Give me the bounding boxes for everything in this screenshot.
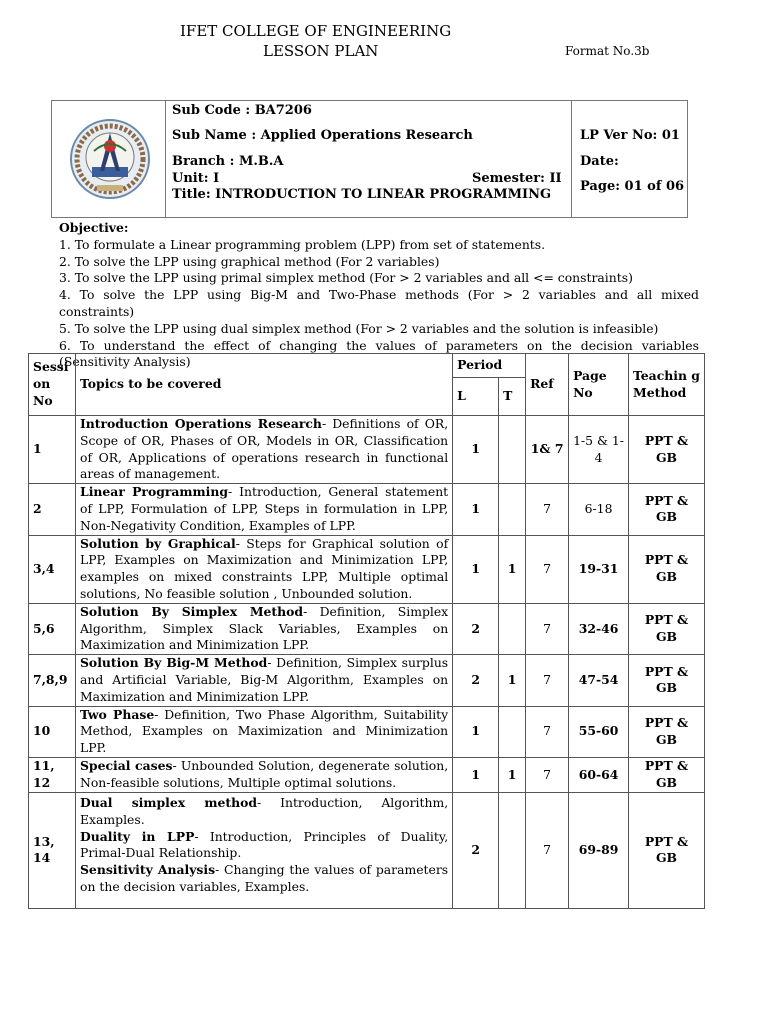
page-cell: 69-89 xyxy=(569,792,629,908)
page-cell: 60-64 xyxy=(569,757,629,792)
t-cell xyxy=(499,603,526,654)
unit: I xyxy=(213,171,220,186)
topic-name: Duality in LPP xyxy=(79,828,195,844)
header-session: Sessi on No xyxy=(29,354,76,416)
method-cell: PPT & GB xyxy=(629,706,705,757)
subject-info-box xyxy=(51,100,688,218)
topic-name: Introduction Operations Research xyxy=(79,416,322,431)
header-method: Teachin g Method xyxy=(629,354,705,416)
header-t: T xyxy=(499,378,526,416)
page-cell: 47-54 xyxy=(569,655,629,706)
topic-name: Two Phase xyxy=(79,706,155,722)
l-cell: 1 xyxy=(453,535,499,603)
topic-desc: - Definition, Simplex surplus and Artificial Variable, Big-M Algorithm, Examples on Maximization and Minimization LPP. xyxy=(79,655,449,704)
l-cell: 1 xyxy=(453,416,499,484)
method-cell: PPT & GB xyxy=(629,655,705,706)
topic-name: Linear Programming xyxy=(79,484,229,500)
topic-desc: - Steps for Graphical solution of LPP, Examples on Maximization and Minimization LPP, examples on mixed constraints LPP, Multiple optimal solutions, No feasible solution , Unbounded solution. xyxy=(79,535,449,601)
table-row xyxy=(29,655,705,706)
page-cell: 32-46 xyxy=(569,603,629,654)
l-cell: 1 xyxy=(453,757,499,792)
header-l: L xyxy=(453,378,499,416)
sub-name-line xyxy=(172,128,473,143)
unit-line xyxy=(172,171,219,186)
ref-cell: 7 xyxy=(526,792,569,908)
topic-desc: - Introduction, Principles of Duality, Primal-Dual Relationship. xyxy=(79,828,449,861)
objective-item: 4. To solve the LPP using Big-M and Two-Phase methods (For > 2 variables and all mixed constraints) xyxy=(59,287,699,319)
ref-cell: 7 xyxy=(526,535,569,603)
branch-label: Branch : xyxy=(172,154,239,169)
session-cell: 2 xyxy=(29,484,76,535)
table-row xyxy=(29,535,705,603)
branch-line xyxy=(172,154,283,169)
topic-cell xyxy=(75,535,452,603)
method-cell: PPT & GB xyxy=(629,757,705,792)
method-cell: PPT & GB xyxy=(629,603,705,654)
topic-desc: - Definition, Simplex Algorithm, Simplex Slack Variables, Examples on Maximization and Minimization LPP. xyxy=(79,603,449,653)
topic-name: Solution By Simplex Method xyxy=(79,603,304,619)
objectives-heading: Objective: xyxy=(59,220,129,235)
topic-name: Solution by Graphical xyxy=(79,535,236,551)
sub-code-label: Sub Code : xyxy=(172,103,255,118)
header-ref: Ref xyxy=(526,354,569,416)
session-cell: 7,8,9 xyxy=(29,655,76,706)
subject-details xyxy=(172,101,572,217)
l-cell: 1 xyxy=(453,706,499,757)
table-row xyxy=(29,603,705,654)
method-cell: PPT & GB xyxy=(629,792,705,908)
method-cell: PPT & GB xyxy=(629,484,705,535)
method-cell: PPT & GB xyxy=(629,535,705,603)
ref-cell: 7 xyxy=(526,603,569,654)
topic-name: Solution By Big-M Method xyxy=(79,655,268,671)
session-cell: 13, 14 xyxy=(29,792,76,908)
ref-cell: 1& 7 xyxy=(526,416,569,484)
topic-paragraph xyxy=(80,862,448,896)
topic-desc: - Definitions of OR, Scope of OR, Phases of OR, Models in OR, Classification of OR, Applications of operations research in functional areas of management. xyxy=(79,416,449,482)
title-line xyxy=(172,187,551,202)
semester: II xyxy=(549,171,562,186)
topic-paragraph xyxy=(80,795,448,829)
page-cell: 6-18 xyxy=(569,484,629,535)
t-cell xyxy=(499,484,526,535)
l-cell: 2 xyxy=(453,655,499,706)
sub-code: BA7206 xyxy=(254,103,312,118)
header-page: Page No xyxy=(569,354,629,416)
topic-desc: - Changing the values of parameters on the decision variables, Examples. xyxy=(79,862,449,894)
page-number: Page: 01 of 06 xyxy=(580,179,685,194)
table-header-row xyxy=(29,354,705,378)
session-cell: 10 xyxy=(29,706,76,757)
topic-desc: - Introduction, General statement of LPP, Formulation of LPP, Steps in formulation in LPP, Non-Negativity Condition, Examples of LPP. xyxy=(79,484,449,533)
sub-name-label: Sub Name : xyxy=(172,128,261,143)
sub-code-line xyxy=(172,103,312,118)
t-cell: 1 xyxy=(499,757,526,792)
table-row xyxy=(29,416,705,484)
semester-line xyxy=(472,171,562,186)
semester-label: Semester: xyxy=(472,171,550,186)
table-row xyxy=(29,484,705,535)
topic-desc: - Definition, Two Phase Algorithm, Suitability Method, Examples on Maximization and Minimization LPP. xyxy=(79,706,449,756)
t-cell xyxy=(499,792,526,908)
objective-item: 2. To solve the LPP using graphical method (For 2 variables) xyxy=(59,253,440,269)
topic-name: Special cases xyxy=(79,758,173,774)
topic-cell xyxy=(75,792,452,908)
objective-item: 5. To solve the LPP using dual simplex method (For > 2 variables and the solution is infeasible) xyxy=(59,320,659,336)
format-number: Format No.3b xyxy=(565,44,650,58)
t-cell xyxy=(499,416,526,484)
topic-cell xyxy=(75,484,452,535)
objectives-section xyxy=(59,220,699,371)
lesson-plan-table xyxy=(28,353,705,909)
session-cell: 5,6 xyxy=(29,603,76,654)
college-logo-icon xyxy=(52,101,166,217)
topic-cell xyxy=(75,416,452,484)
unit-title: INTRODUCTION TO LINEAR PROGRAMMING xyxy=(215,187,552,202)
title-label: Title: xyxy=(172,187,216,202)
topic-desc: - Unbounded Solution, degenerate solution, Non-feasible solutions, Multiple optimal solutions. xyxy=(79,758,449,790)
t-cell: 1 xyxy=(499,655,526,706)
topic-name: Dual simplex method xyxy=(79,794,258,810)
sub-name: Applied Operations Research xyxy=(260,128,473,143)
table-row xyxy=(29,792,705,908)
header-period: Period xyxy=(453,354,526,378)
method-cell: PPT & GB xyxy=(629,416,705,484)
session-cell: 1 xyxy=(29,416,76,484)
page-cell: 55-60 xyxy=(569,706,629,757)
topic-name: Sensitivity Analysis xyxy=(79,862,216,878)
table-row xyxy=(29,757,705,792)
objective-item: 1. To formulate a Linear programming problem (LPP) from set of statements. xyxy=(59,236,546,252)
page-cell: 1-5 & 1-4 xyxy=(569,416,629,484)
ref-cell: 7 xyxy=(526,484,569,535)
topic-cell xyxy=(75,655,452,706)
topic-cell xyxy=(75,757,452,792)
document-title: LESSON PLAN xyxy=(263,42,379,60)
ref-cell: 7 xyxy=(526,655,569,706)
session-cell: 3,4 xyxy=(29,535,76,603)
l-cell: 2 xyxy=(453,792,499,908)
topic-desc: - Introduction, Algorithm, Examples. xyxy=(79,794,449,827)
page-cell: 19-31 xyxy=(569,535,629,603)
objective-item: 3. To solve the LPP using primal simplex method (For > 2 variables and all <= constraints) xyxy=(59,270,633,286)
version-details xyxy=(571,101,687,217)
topic-cell xyxy=(75,603,452,654)
l-cell: 2 xyxy=(453,603,499,654)
lp-version: LP Ver No: 01 xyxy=(580,128,680,143)
topic-paragraph xyxy=(80,829,448,863)
objective-item: 6. To understand the effect of changing the values of parameters on the decision variables (Sensitivity Analysis) xyxy=(59,337,699,370)
header-topics: Topics to be covered xyxy=(75,354,452,416)
branch: M.B.A xyxy=(238,154,284,169)
unit-label: Unit: xyxy=(172,171,214,186)
l-cell: 1 xyxy=(453,484,499,535)
topic-cell xyxy=(75,706,452,757)
date-label: Date: xyxy=(580,154,619,169)
table-row xyxy=(29,706,705,757)
session-cell: 11, 12 xyxy=(29,757,76,792)
college-name: IFET COLLEGE OF ENGINEERING xyxy=(180,22,452,40)
ref-cell: 7 xyxy=(526,706,569,757)
ref-cell: 7 xyxy=(526,757,569,792)
t-cell: 1 xyxy=(499,535,526,603)
logo-cell xyxy=(52,101,166,217)
t-cell xyxy=(499,706,526,757)
